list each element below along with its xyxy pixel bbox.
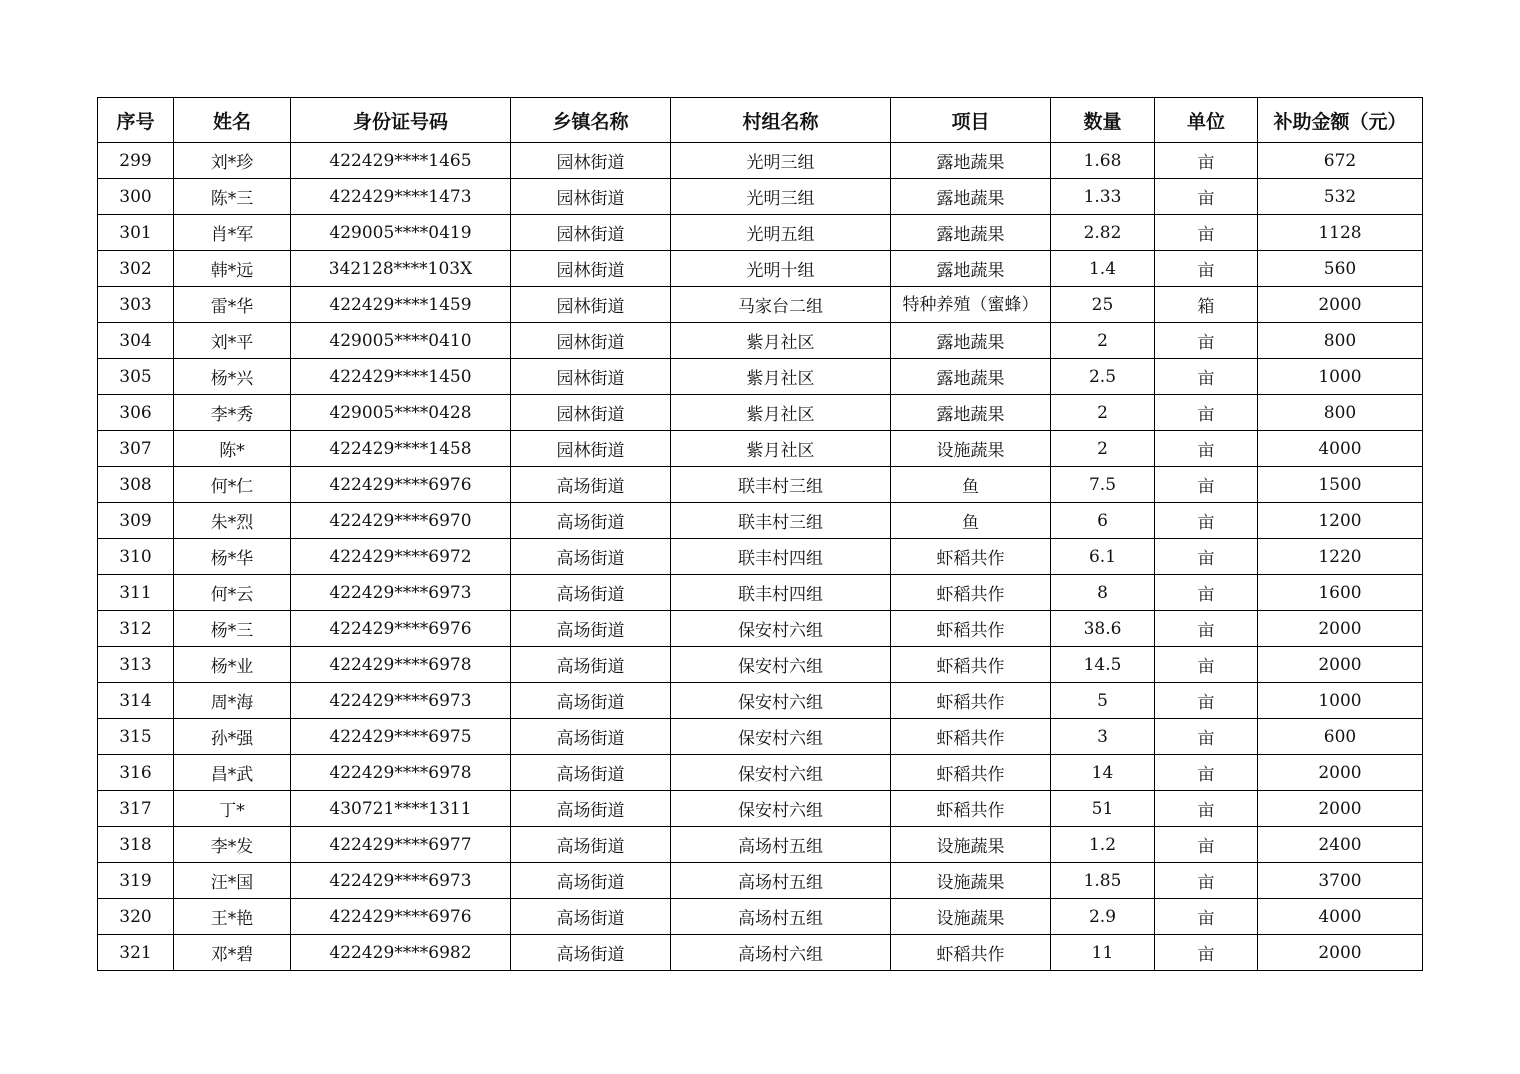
table-row xyxy=(98,179,1423,215)
cell-project: 设施蔬果 xyxy=(891,827,1051,863)
cell-id-number: 342128****103X xyxy=(291,251,511,287)
cell-name: 韩*远 xyxy=(174,251,291,287)
cell-township: 高场街道 xyxy=(511,575,671,611)
cell-id-number: 422429****1465 xyxy=(291,143,511,179)
header-subsidy-amount: 补助金额（元） xyxy=(1258,98,1423,143)
cell-id-number: 429005****0410 xyxy=(291,323,511,359)
cell-village-group: 高场村五组 xyxy=(671,827,891,863)
cell-township: 高场街道 xyxy=(511,899,671,935)
cell-quantity: 1.4 xyxy=(1051,251,1155,287)
cell-serial: 300 xyxy=(98,179,174,215)
cell-name: 雷*华 xyxy=(174,287,291,323)
cell-township: 高场街道 xyxy=(511,935,671,971)
cell-township: 高场街道 xyxy=(511,611,671,647)
cell-serial: 313 xyxy=(98,647,174,683)
cell-subsidy-amount: 2000 xyxy=(1258,287,1423,323)
cell-serial: 316 xyxy=(98,755,174,791)
cell-unit: 亩 xyxy=(1155,575,1258,611)
cell-project: 露地蔬果 xyxy=(891,323,1051,359)
table-row xyxy=(98,287,1423,323)
cell-township: 园林街道 xyxy=(511,323,671,359)
cell-unit: 亩 xyxy=(1155,719,1258,755)
cell-village-group: 高场村五组 xyxy=(671,863,891,899)
cell-project: 虾稻共作 xyxy=(891,611,1051,647)
cell-village-group: 光明五组 xyxy=(671,215,891,251)
cell-serial: 306 xyxy=(98,395,174,431)
cell-id-number: 422429****6978 xyxy=(291,647,511,683)
cell-subsidy-amount: 2000 xyxy=(1258,755,1423,791)
cell-quantity: 51 xyxy=(1051,791,1155,827)
cell-quantity: 7.5 xyxy=(1051,467,1155,503)
cell-subsidy-amount: 2000 xyxy=(1258,935,1423,971)
cell-id-number: 422429****6976 xyxy=(291,467,511,503)
cell-project: 设施蔬果 xyxy=(891,431,1051,467)
cell-subsidy-amount: 2000 xyxy=(1258,647,1423,683)
cell-name: 汪*国 xyxy=(174,863,291,899)
cell-name: 丁* xyxy=(174,791,291,827)
cell-project: 露地蔬果 xyxy=(891,215,1051,251)
header-name: 姓名 xyxy=(174,98,291,143)
cell-id-number: 430721****1311 xyxy=(291,791,511,827)
cell-quantity: 1.68 xyxy=(1051,143,1155,179)
cell-quantity: 6.1 xyxy=(1051,539,1155,575)
cell-unit: 亩 xyxy=(1155,935,1258,971)
cell-serial: 314 xyxy=(98,683,174,719)
header-quantity: 数量 xyxy=(1051,98,1155,143)
cell-unit: 亩 xyxy=(1155,431,1258,467)
cell-village-group: 紫月社区 xyxy=(671,323,891,359)
cell-project: 虾稻共作 xyxy=(891,575,1051,611)
cell-project: 设施蔬果 xyxy=(891,863,1051,899)
cell-name: 周*海 xyxy=(174,683,291,719)
cell-subsidy-amount: 2400 xyxy=(1258,827,1423,863)
cell-id-number: 422429****6976 xyxy=(291,899,511,935)
cell-village-group: 光明十组 xyxy=(671,251,891,287)
cell-unit: 亩 xyxy=(1155,215,1258,251)
header-project: 项目 xyxy=(891,98,1051,143)
cell-subsidy-amount: 1128 xyxy=(1258,215,1423,251)
table-row xyxy=(98,503,1423,539)
cell-name: 杨*兴 xyxy=(174,359,291,395)
table-row xyxy=(98,683,1423,719)
cell-id-number: 422429****6973 xyxy=(291,575,511,611)
cell-village-group: 保安村六组 xyxy=(671,683,891,719)
cell-subsidy-amount: 672 xyxy=(1258,143,1423,179)
table-row xyxy=(98,755,1423,791)
cell-project: 虾稻共作 xyxy=(891,935,1051,971)
cell-township: 高场街道 xyxy=(511,719,671,755)
cell-unit: 箱 xyxy=(1155,287,1258,323)
cell-project: 鱼 xyxy=(891,467,1051,503)
header-row xyxy=(98,98,1423,143)
cell-quantity: 3 xyxy=(1051,719,1155,755)
cell-village-group: 联丰村四组 xyxy=(671,539,891,575)
cell-serial: 319 xyxy=(98,863,174,899)
cell-id-number: 422429****1450 xyxy=(291,359,511,395)
cell-id-number: 422429****6973 xyxy=(291,863,511,899)
cell-unit: 亩 xyxy=(1155,395,1258,431)
cell-quantity: 2 xyxy=(1051,431,1155,467)
table-row xyxy=(98,431,1423,467)
cell-township: 高场街道 xyxy=(511,863,671,899)
cell-unit: 亩 xyxy=(1155,647,1258,683)
table-row xyxy=(98,395,1423,431)
cell-subsidy-amount: 560 xyxy=(1258,251,1423,287)
cell-subsidy-amount: 3700 xyxy=(1258,863,1423,899)
cell-subsidy-amount: 1220 xyxy=(1258,539,1423,575)
cell-township: 高场街道 xyxy=(511,755,671,791)
cell-village-group: 保安村六组 xyxy=(671,755,891,791)
cell-village-group: 紫月社区 xyxy=(671,431,891,467)
table-row xyxy=(98,791,1423,827)
table-row xyxy=(98,611,1423,647)
cell-unit: 亩 xyxy=(1155,359,1258,395)
cell-id-number: 422429****6975 xyxy=(291,719,511,755)
cell-project: 鱼 xyxy=(891,503,1051,539)
cell-unit: 亩 xyxy=(1155,323,1258,359)
header-village-group: 村组名称 xyxy=(671,98,891,143)
table-row xyxy=(98,935,1423,971)
table-row xyxy=(98,539,1423,575)
cell-subsidy-amount: 2000 xyxy=(1258,611,1423,647)
cell-village-group: 光明三组 xyxy=(671,179,891,215)
cell-subsidy-amount: 800 xyxy=(1258,395,1423,431)
table-row xyxy=(98,575,1423,611)
cell-township: 高场街道 xyxy=(511,683,671,719)
cell-serial: 315 xyxy=(98,719,174,755)
cell-township: 高场街道 xyxy=(511,539,671,575)
cell-name: 陈* xyxy=(174,431,291,467)
cell-name: 何*仁 xyxy=(174,467,291,503)
cell-quantity: 1.2 xyxy=(1051,827,1155,863)
cell-serial: 318 xyxy=(98,827,174,863)
cell-name: 王*艳 xyxy=(174,899,291,935)
cell-project xyxy=(891,287,1051,323)
table-row xyxy=(98,143,1423,179)
cell-serial: 299 xyxy=(98,143,174,179)
cell-quantity: 8 xyxy=(1051,575,1155,611)
cell-project: 虾稻共作 xyxy=(891,719,1051,755)
cell-village-group: 马家台二组 xyxy=(671,287,891,323)
cell-quantity: 1.33 xyxy=(1051,179,1155,215)
cell-name: 孙*强 xyxy=(174,719,291,755)
table-body xyxy=(98,143,1423,971)
cell-subsidy-amount: 1600 xyxy=(1258,575,1423,611)
cell-township: 园林街道 xyxy=(511,359,671,395)
cell-project: 露地蔬果 xyxy=(891,179,1051,215)
cell-serial: 304 xyxy=(98,323,174,359)
cell-project: 虾稻共作 xyxy=(891,791,1051,827)
cell-serial: 301 xyxy=(98,215,174,251)
cell-quantity: 38.6 xyxy=(1051,611,1155,647)
cell-village-group: 光明三组 xyxy=(671,143,891,179)
cell-township: 园林街道 xyxy=(511,251,671,287)
cell-id-number: 422429****6970 xyxy=(291,503,511,539)
cell-serial: 303 xyxy=(98,287,174,323)
cell-name: 杨*三 xyxy=(174,611,291,647)
cell-quantity: 14.5 xyxy=(1051,647,1155,683)
cell-subsidy-amount: 4000 xyxy=(1258,899,1423,935)
cell-subsidy-amount: 800 xyxy=(1258,323,1423,359)
header-township: 乡镇名称 xyxy=(511,98,671,143)
cell-township: 园林街道 xyxy=(511,143,671,179)
cell-subsidy-amount: 532 xyxy=(1258,179,1423,215)
cell-id-number: 422429****6978 xyxy=(291,755,511,791)
table-row xyxy=(98,215,1423,251)
cell-serial: 317 xyxy=(98,791,174,827)
table-row xyxy=(98,467,1423,503)
cell-project: 露地蔬果 xyxy=(891,251,1051,287)
cell-quantity: 6 xyxy=(1051,503,1155,539)
cell-township: 园林街道 xyxy=(511,431,671,467)
cell-village-group: 紫月社区 xyxy=(671,395,891,431)
cell-unit: 亩 xyxy=(1155,179,1258,215)
cell-project: 虾稻共作 xyxy=(891,683,1051,719)
cell-quantity: 2 xyxy=(1051,323,1155,359)
cell-unit: 亩 xyxy=(1155,539,1258,575)
table-row xyxy=(98,359,1423,395)
table-row xyxy=(98,323,1423,359)
cell-project: 虾稻共作 xyxy=(891,755,1051,791)
header-id-number: 身份证号码 xyxy=(291,98,511,143)
cell-quantity: 2.9 xyxy=(1051,899,1155,935)
cell-name: 刘*平 xyxy=(174,323,291,359)
cell-village-group: 保安村六组 xyxy=(671,647,891,683)
cell-subsidy-amount: 4000 xyxy=(1258,431,1423,467)
cell-serial: 308 xyxy=(98,467,174,503)
cell-project: 露地蔬果 xyxy=(891,359,1051,395)
cell-id-number: 429005****0419 xyxy=(291,215,511,251)
table-row xyxy=(98,719,1423,755)
cell-quantity: 2.82 xyxy=(1051,215,1155,251)
cell-serial: 302 xyxy=(98,251,174,287)
cell-project: 露地蔬果 xyxy=(891,143,1051,179)
cell-village-group: 高场村六组 xyxy=(671,935,891,971)
subsidy-table xyxy=(97,97,1423,971)
cell-village-group: 联丰村三组 xyxy=(671,467,891,503)
cell-unit: 亩 xyxy=(1155,251,1258,287)
cell-unit: 亩 xyxy=(1155,611,1258,647)
cell-subsidy-amount: 1000 xyxy=(1258,359,1423,395)
cell-quantity: 2.5 xyxy=(1051,359,1155,395)
cell-project: 设施蔬果 xyxy=(891,899,1051,935)
cell-township: 高场街道 xyxy=(511,647,671,683)
cell-unit: 亩 xyxy=(1155,467,1258,503)
cell-id-number: 422429****1458 xyxy=(291,431,511,467)
cell-serial: 311 xyxy=(98,575,174,611)
cell-project: 虾稻共作 xyxy=(891,539,1051,575)
cell-township: 高场街道 xyxy=(511,467,671,503)
cell-quantity: 14 xyxy=(1051,755,1155,791)
cell-name: 李*秀 xyxy=(174,395,291,431)
cell-village-group: 保安村六组 xyxy=(671,719,891,755)
cell-id-number: 422429****6977 xyxy=(291,827,511,863)
cell-serial: 320 xyxy=(98,899,174,935)
cell-name: 肖*军 xyxy=(174,215,291,251)
cell-id-number: 422429****1473 xyxy=(291,179,511,215)
cell-subsidy-amount: 1200 xyxy=(1258,503,1423,539)
cell-name: 杨*华 xyxy=(174,539,291,575)
cell-unit: 亩 xyxy=(1155,791,1258,827)
table-row xyxy=(98,647,1423,683)
cell-serial: 307 xyxy=(98,431,174,467)
cell-quantity: 25 xyxy=(1051,287,1155,323)
table-row xyxy=(98,863,1423,899)
cell-unit: 亩 xyxy=(1155,755,1258,791)
cell-name: 邓*碧 xyxy=(174,935,291,971)
cell-id-number: 429005****0428 xyxy=(291,395,511,431)
cell-unit: 亩 xyxy=(1155,863,1258,899)
cell-subsidy-amount: 2000 xyxy=(1258,791,1423,827)
cell-unit: 亩 xyxy=(1155,899,1258,935)
cell-township: 园林街道 xyxy=(511,179,671,215)
cell-serial: 309 xyxy=(98,503,174,539)
cell-township: 园林街道 xyxy=(511,215,671,251)
cell-id-number: 422429****1459 xyxy=(291,287,511,323)
cell-serial: 312 xyxy=(98,611,174,647)
cell-id-number: 422429****6972 xyxy=(291,539,511,575)
cell-village-group: 紫月社区 xyxy=(671,359,891,395)
cell-unit: 亩 xyxy=(1155,143,1258,179)
cell-serial: 305 xyxy=(98,359,174,395)
cell-township: 园林街道 xyxy=(511,395,671,431)
cell-unit: 亩 xyxy=(1155,683,1258,719)
table-row xyxy=(98,251,1423,287)
cell-name: 昌*武 xyxy=(174,755,291,791)
cell-quantity: 1.85 xyxy=(1051,863,1155,899)
cell-quantity: 11 xyxy=(1051,935,1155,971)
cell-township: 高场街道 xyxy=(511,503,671,539)
cell-village-group: 保安村六组 xyxy=(671,791,891,827)
cell-unit: 亩 xyxy=(1155,827,1258,863)
cell-name: 李*发 xyxy=(174,827,291,863)
cell-name: 刘*珍 xyxy=(174,143,291,179)
cell-quantity: 2 xyxy=(1051,395,1155,431)
cell-id-number: 422429****6982 xyxy=(291,935,511,971)
cell-quantity: 5 xyxy=(1051,683,1155,719)
cell-name: 何*云 xyxy=(174,575,291,611)
cell-township: 高场街道 xyxy=(511,827,671,863)
cell-serial: 310 xyxy=(98,539,174,575)
cell-unit: 亩 xyxy=(1155,503,1258,539)
cell-project: 虾稻共作 xyxy=(891,647,1051,683)
cell-village-group: 联丰村四组 xyxy=(671,575,891,611)
header-serial: 序号 xyxy=(98,98,174,143)
cell-serial: 321 xyxy=(98,935,174,971)
cell-township: 高场街道 xyxy=(511,791,671,827)
cell-id-number: 422429****6976 xyxy=(291,611,511,647)
cell-subsidy-amount: 1000 xyxy=(1258,683,1423,719)
cell-name: 朱*烈 xyxy=(174,503,291,539)
cell-village-group: 联丰村三组 xyxy=(671,503,891,539)
cell-township: 园林街道 xyxy=(511,287,671,323)
cell-name: 杨*业 xyxy=(174,647,291,683)
cell-name: 陈*三 xyxy=(174,179,291,215)
table-row xyxy=(98,899,1423,935)
cell-project: 露地蔬果 xyxy=(891,395,1051,431)
cell-village-group: 高场村五组 xyxy=(671,899,891,935)
table-row xyxy=(98,827,1423,863)
cell-id-number: 422429****6973 xyxy=(291,683,511,719)
cell-project-text: 特种养殖（蜜蜂） xyxy=(902,294,1039,315)
cell-subsidy-amount: 600 xyxy=(1258,719,1423,755)
header-unit: 单位 xyxy=(1155,98,1258,143)
cell-village-group: 保安村六组 xyxy=(671,611,891,647)
cell-subsidy-amount: 1500 xyxy=(1258,467,1423,503)
